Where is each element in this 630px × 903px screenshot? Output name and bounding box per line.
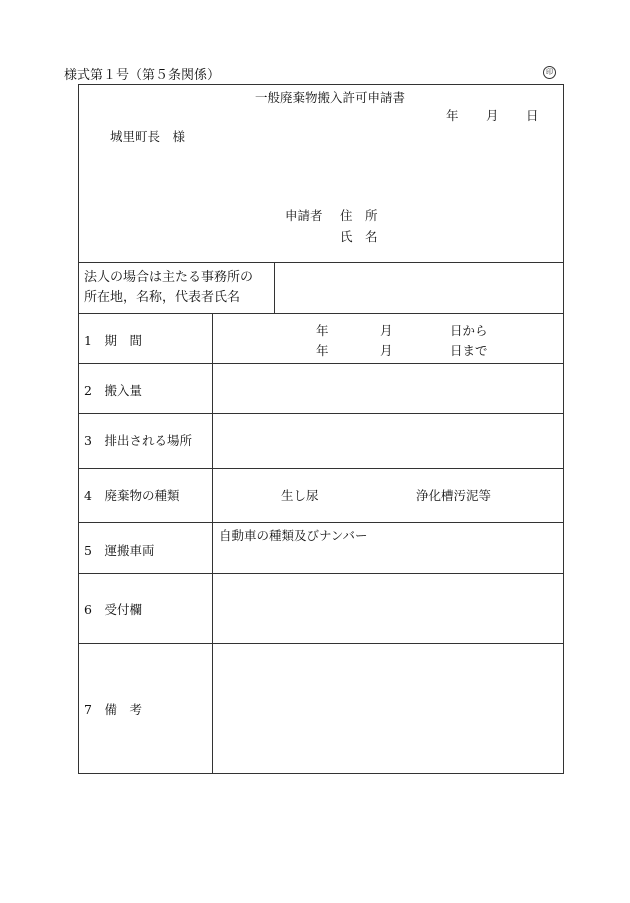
- period-start-suffix: 日から: [450, 323, 488, 338]
- divider: [78, 468, 564, 469]
- period-end-month: 月: [380, 343, 393, 358]
- period-end-suffix: 日まで: [450, 343, 488, 358]
- address-label: 住 所: [340, 208, 378, 223]
- addressee: 城里町長 様: [110, 129, 186, 144]
- applicant-label: 申請者: [285, 208, 323, 223]
- waste-type-option-night-soil: 生し尿: [281, 488, 319, 503]
- corporate-label-line1: 法人の場合は主たる事務所の: [84, 270, 254, 285]
- divider: [78, 363, 564, 364]
- period-start-month: 月: [380, 323, 393, 338]
- source-label: 3 排出される場所: [84, 433, 192, 448]
- waste-type-label: 4 廃棄物の種類: [84, 488, 180, 503]
- divider: [78, 262, 564, 263]
- column-divider: [274, 262, 275, 313]
- period-end-year: 年: [316, 343, 329, 358]
- vehicle-label: 5 運搬車両: [84, 543, 155, 558]
- waste-type-option-septic-sludge: 浄化槽汚泥等: [416, 488, 492, 503]
- divider: [78, 413, 564, 414]
- date-month-label: 月: [486, 108, 499, 123]
- remarks-label: 7 備 考: [84, 702, 142, 717]
- divider: [78, 522, 564, 523]
- form-frame: [78, 84, 564, 774]
- column-divider: [212, 313, 213, 773]
- period-label: 1 期 間: [84, 333, 142, 348]
- name-label: 氏 名: [340, 229, 378, 244]
- seal-mark-icon: 印: [543, 66, 556, 79]
- reception-label: 6 受付欄: [84, 602, 142, 617]
- divider: [78, 643, 564, 644]
- period-start-year: 年: [316, 323, 329, 338]
- divider: [78, 313, 564, 314]
- amount-label: 2 搬入量: [84, 383, 142, 398]
- divider: [78, 573, 564, 574]
- vehicle-note: 自動車の種類及びナンバー: [219, 528, 368, 543]
- form-title: 一般廃棄物搬入許可申請書: [255, 90, 406, 105]
- date-year-label: 年: [446, 108, 459, 123]
- form-number: 様式第１号（第５条関係）: [64, 68, 221, 83]
- corporate-label-line2: 所在地，名称，代表者氏名: [84, 290, 241, 305]
- date-day-label: 日: [526, 108, 539, 123]
